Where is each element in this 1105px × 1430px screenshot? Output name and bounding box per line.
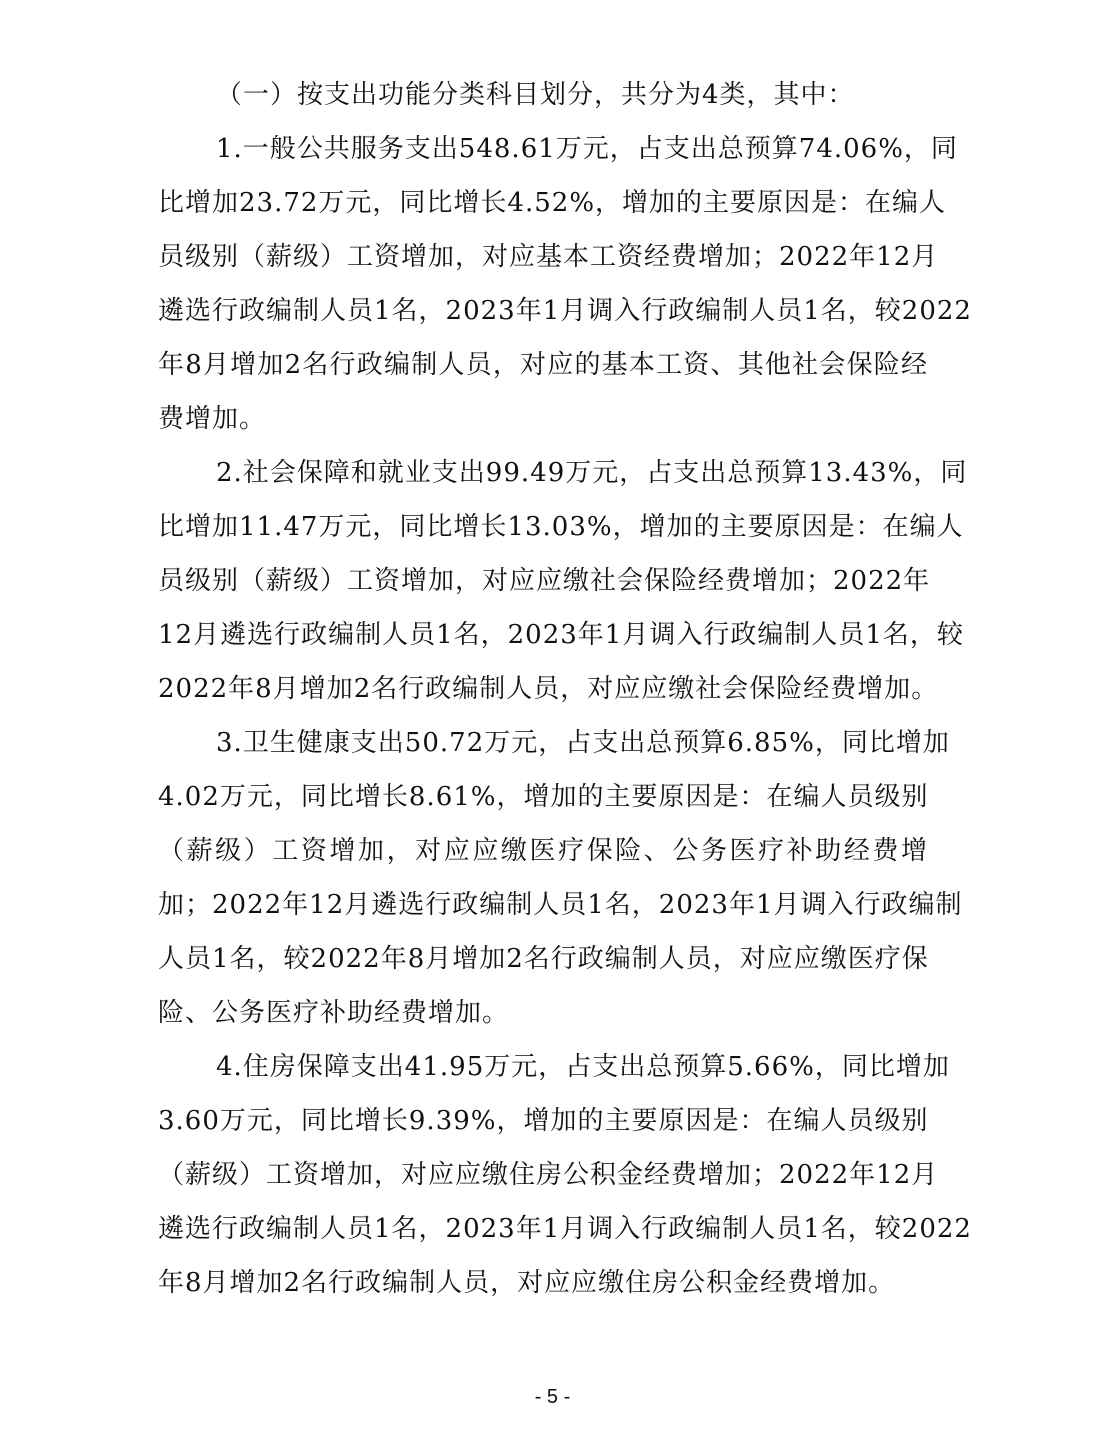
text-line: 年8月增加2名行政编制人员，对应应缴住房公积金经费增加。	[158, 1268, 896, 1298]
text-line: 4.住房保障支出41.95万元，占支出总预算5.66%，同比增加	[216, 1052, 950, 1082]
text-line: 人员1名，较2022年8月增加2名行政编制人员，对应应缴医疗保	[158, 944, 929, 974]
text-line: 遴选行政编制人员1名，2023年1月调入行政编制人员1名，较2022	[158, 296, 972, 326]
document-body	[158, 68, 972, 1310]
text-line: 年8月增加2名行政编制人员，对应的基本工资、其他社会保险经	[158, 350, 928, 380]
text-line: 4.02万元，同比增长8.61%，增加的主要原因是：在编人员级别	[158, 782, 929, 812]
text-line: 加；2022年12月遴选行政编制人员1名，2023年1月调入行政编制	[158, 890, 963, 920]
text-line: 2.社会保障和就业支出99.49万元，占支出总预算13.43%，同	[216, 458, 968, 488]
paragraph-health	[158, 716, 963, 1040]
text-line: 费增加。	[158, 404, 267, 434]
paragraph-housing	[158, 1040, 972, 1310]
text-line: （薪级）工资增加，对应应缴住房公积金经费增加；2022年12月	[158, 1160, 939, 1190]
text-line: 员级别（薪级）工资增加，对应基本工资经费增加；2022年12月	[158, 242, 939, 272]
text-line: 2022年8月增加2名行政编制人员，对应应缴社会保险经费增加。	[158, 674, 939, 704]
paragraph-general-public-services	[158, 122, 972, 446]
text-line: 险、公务医疗补助经费增加。	[158, 998, 510, 1028]
section-heading	[158, 68, 928, 122]
text-line: 1.一般公共服务支出548.61万元，占支出总预算74.06%，同	[216, 134, 958, 164]
page-number: - 5 -	[534, 1386, 571, 1408]
text-line: （薪级）工资增加，对应应缴医疗保险、公务医疗补助经费增	[158, 836, 928, 866]
text-line: 3.卫生健康支出50.72万元，占支出总预算6.85%，同比增加	[216, 728, 950, 758]
text-line: 12月遴选行政编制人员1名，2023年1月调入行政编制人员1名，较	[158, 620, 964, 650]
text-line: 比增加23.72万元，同比增长4.52%，增加的主要原因是：在编人	[158, 188, 947, 218]
text-line: （一）按支出功能分类科目划分，共分为4类，其中：	[216, 80, 855, 110]
paragraph-social-security	[158, 446, 968, 716]
text-line: 遴选行政编制人员1名，2023年1月调入行政编制人员1名，较2022	[158, 1214, 972, 1244]
text-line: 员级别（薪级）工资增加，对应应缴社会保险经费增加；2022年	[158, 566, 931, 596]
text-line: 比增加11.47万元，同比增长13.03%，增加的主要原因是：在编人	[158, 512, 964, 542]
text-line: 3.60万元，同比增长9.39%，增加的主要原因是：在编人员级别	[158, 1106, 929, 1136]
